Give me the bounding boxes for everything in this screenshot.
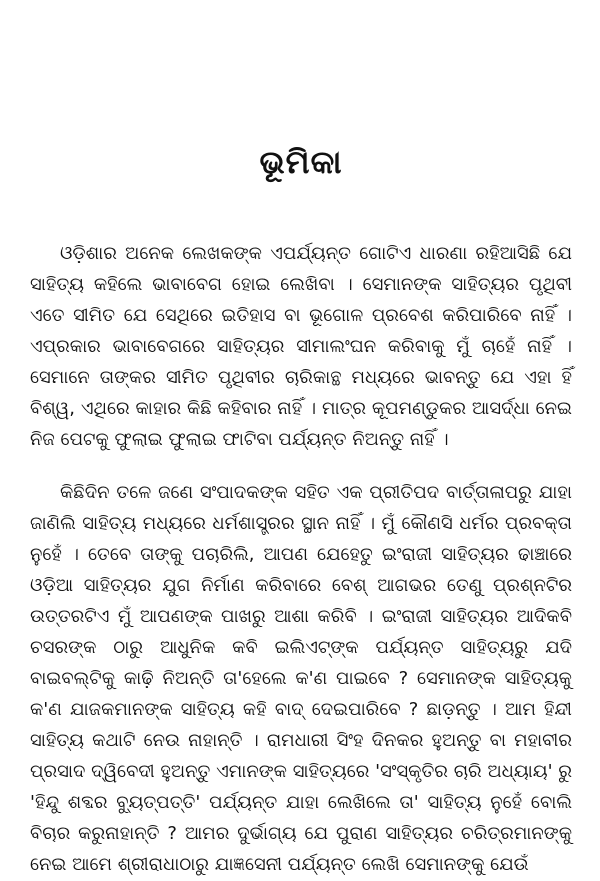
paragraph-2: କିଛିଦିନ ତଳେ ଜଣେ ସଂପାଦକଙ୍କ ସହିତ ଏକ ପ୍ରୀତିପଦ ବାର୍ତ୍ତାଳାପରୁ ଯାହା ଜାଣିଲି ସାହିତ୍ୟ ମଧ୍ୟରେ ଧର୍ମଶାସ୍ତ୍ରର ସ୍ଥାନ ନାହିଁ । ମୁଁ କୌଣସି ଧର୍ମର ପ୍ରବକ୍ତା ନୁହେଁ । ତେବେ ତାଙ୍କୁ ପଚାରିଲି, ଆପଣ ଯେହେତୁ ଇଂରାଜୀ ସାହିତ୍ୟର ଢାଞ୍ଚାରେ ଓଡ଼ିଆ ସାହିତ୍ୟର ଯୁଗ ନିର୍ମାଣ କରିବାରେ ବେଶ୍ ଆଗଭର ତେଣୁ ପ୍ରଶ୍ନଟିର ଉତ୍ତରଟିଏ ମୁଁ ଆପଣଙ୍କ ପାଖରୁ ଆଶା କରିବି । ଇଂରାଜୀ ସାହିତ୍ୟର ଆଦିକବି ଚସରଙ୍କ ଠାରୁ ଆଧୁନିକ କବି ଇଲିଏଟ୍‌ଙ୍କ ପର୍ଯ୍ୟନ୍ତ ସାହିତ୍ୟରୁ ଯଦି ବାଇବଲ୍‌ଟିକୁ କାଢ଼ି ନିଅନ୍ତି ତା'ହେଲେ କ'ଣ ପାଇବେ ? ସେମାନଙ୍କ ସାହିତ୍ୟକୁ କ'ଣ ଯାଜକମାନଙ୍କ ସାହିତ୍ୟ କହି ବାଦ୍ ଦେଇପାରିବେ ? ଛାଡ଼ନ୍ତୁ । ଆମ ହିନ୍ଦୀ ସାହିତ୍ୟ କଥାଟି ନେଉ ନାହାନ୍ତି । ରାମଧାରୀ ସିଂହ ଦିନକର ହୁଅନ୍ତୁ ବା ମହାବୀର ପ୍ରସାଦ ଦ୍ୱିବେଦୀ ହୁଅନ୍ତୁ ଏମାନଙ୍କ ସାହିତ୍ୟରେ 'ସଂସ୍କୃତିର ଚାରି ଅଧ୍ୟାୟ' ରୁ 'ହିନ୍ଦୁ ଶବ୍ଦର ବ୍ୟୁତ୍ପତ୍ତି' ପର୍ଯ୍ୟନ୍ତ ଯାହା ଲେଖିଲେ ତା' ସାହିତ୍ୟ ନୁହେଁ ବୋଲି ବିଚାର କରୁନାହାନ୍ତି ? ଆମର ଦୁର୍ଭାଗ୍ୟ ଯେ ପୁରାଣ ସାହିତ୍ୟର ଚରିତ୍ରମାନଙ୍କୁ ନେଇ ଆମେ ଶ୍ରୀରାଧାଠାରୁ ଯାଜ୍ଞସେନୀ ପର୍ଯ୍ୟନ୍ତ ଲେଖି ସେମାନଙ୍କୁ ଯେଉଁ [30,482,572,875]
page-title: ଭୂମିକା [259,143,343,181]
paragraph-1: ଓଡ଼ିଶାର ଅନେକ ଲେଖକଙ୍କ ଏପର୍ଯ୍ୟନ୍ତ ଗୋଟିଏ ଧାରଣା ରହିଆସିଛି ଯେ ସାହିତ୍ୟ କହିଲେ ଭାବାବେଗ ହୋଇ ଲେଖିବା । ସେମାନଙ୍କ ସାହିତ୍ୟର ପୃଥିବୀ ଏତେ ସୀମିତ ଯେ ସେଥିରେ ଇତିହାସ ବା ଭୂଗୋଳ ପ୍ରବେଶ କରିପାରିବେ ନାହିଁ । ଏପ୍ରକାର ଭାବାବେଗରେ ସାହିତ୍ୟର ସୀମାଲଂଘନ କରିବାକୁ ମୁଁ ଚାହେଁ ନାହିଁ । ସେମାନେ ତାଙ୍କର ସୀମିତ ପୃଥିବୀର ଚାରିକାନ୍ଥ ମଧ୍ୟରେ ଭାବନ୍ତୁ ଯେ ଏହା ହିଁ ବିଶ୍ୱ, ଏଥିରେ କାହାର କିଛି କହିବାର ନାହିଁ । ମାତ୍ର କୂପମଣ୍ଡୁକର ଆସର୍ଦ୍ଧା ନେଇ ନିଜ ପେଟକୁ ଫୁଲାଇ ଫୁଲାଇ ଫାଟିବା ପର୍ଯ୍ୟନ୍ତ ନିଅନ୍ତୁ ନାହିଁ । [30,243,572,450]
